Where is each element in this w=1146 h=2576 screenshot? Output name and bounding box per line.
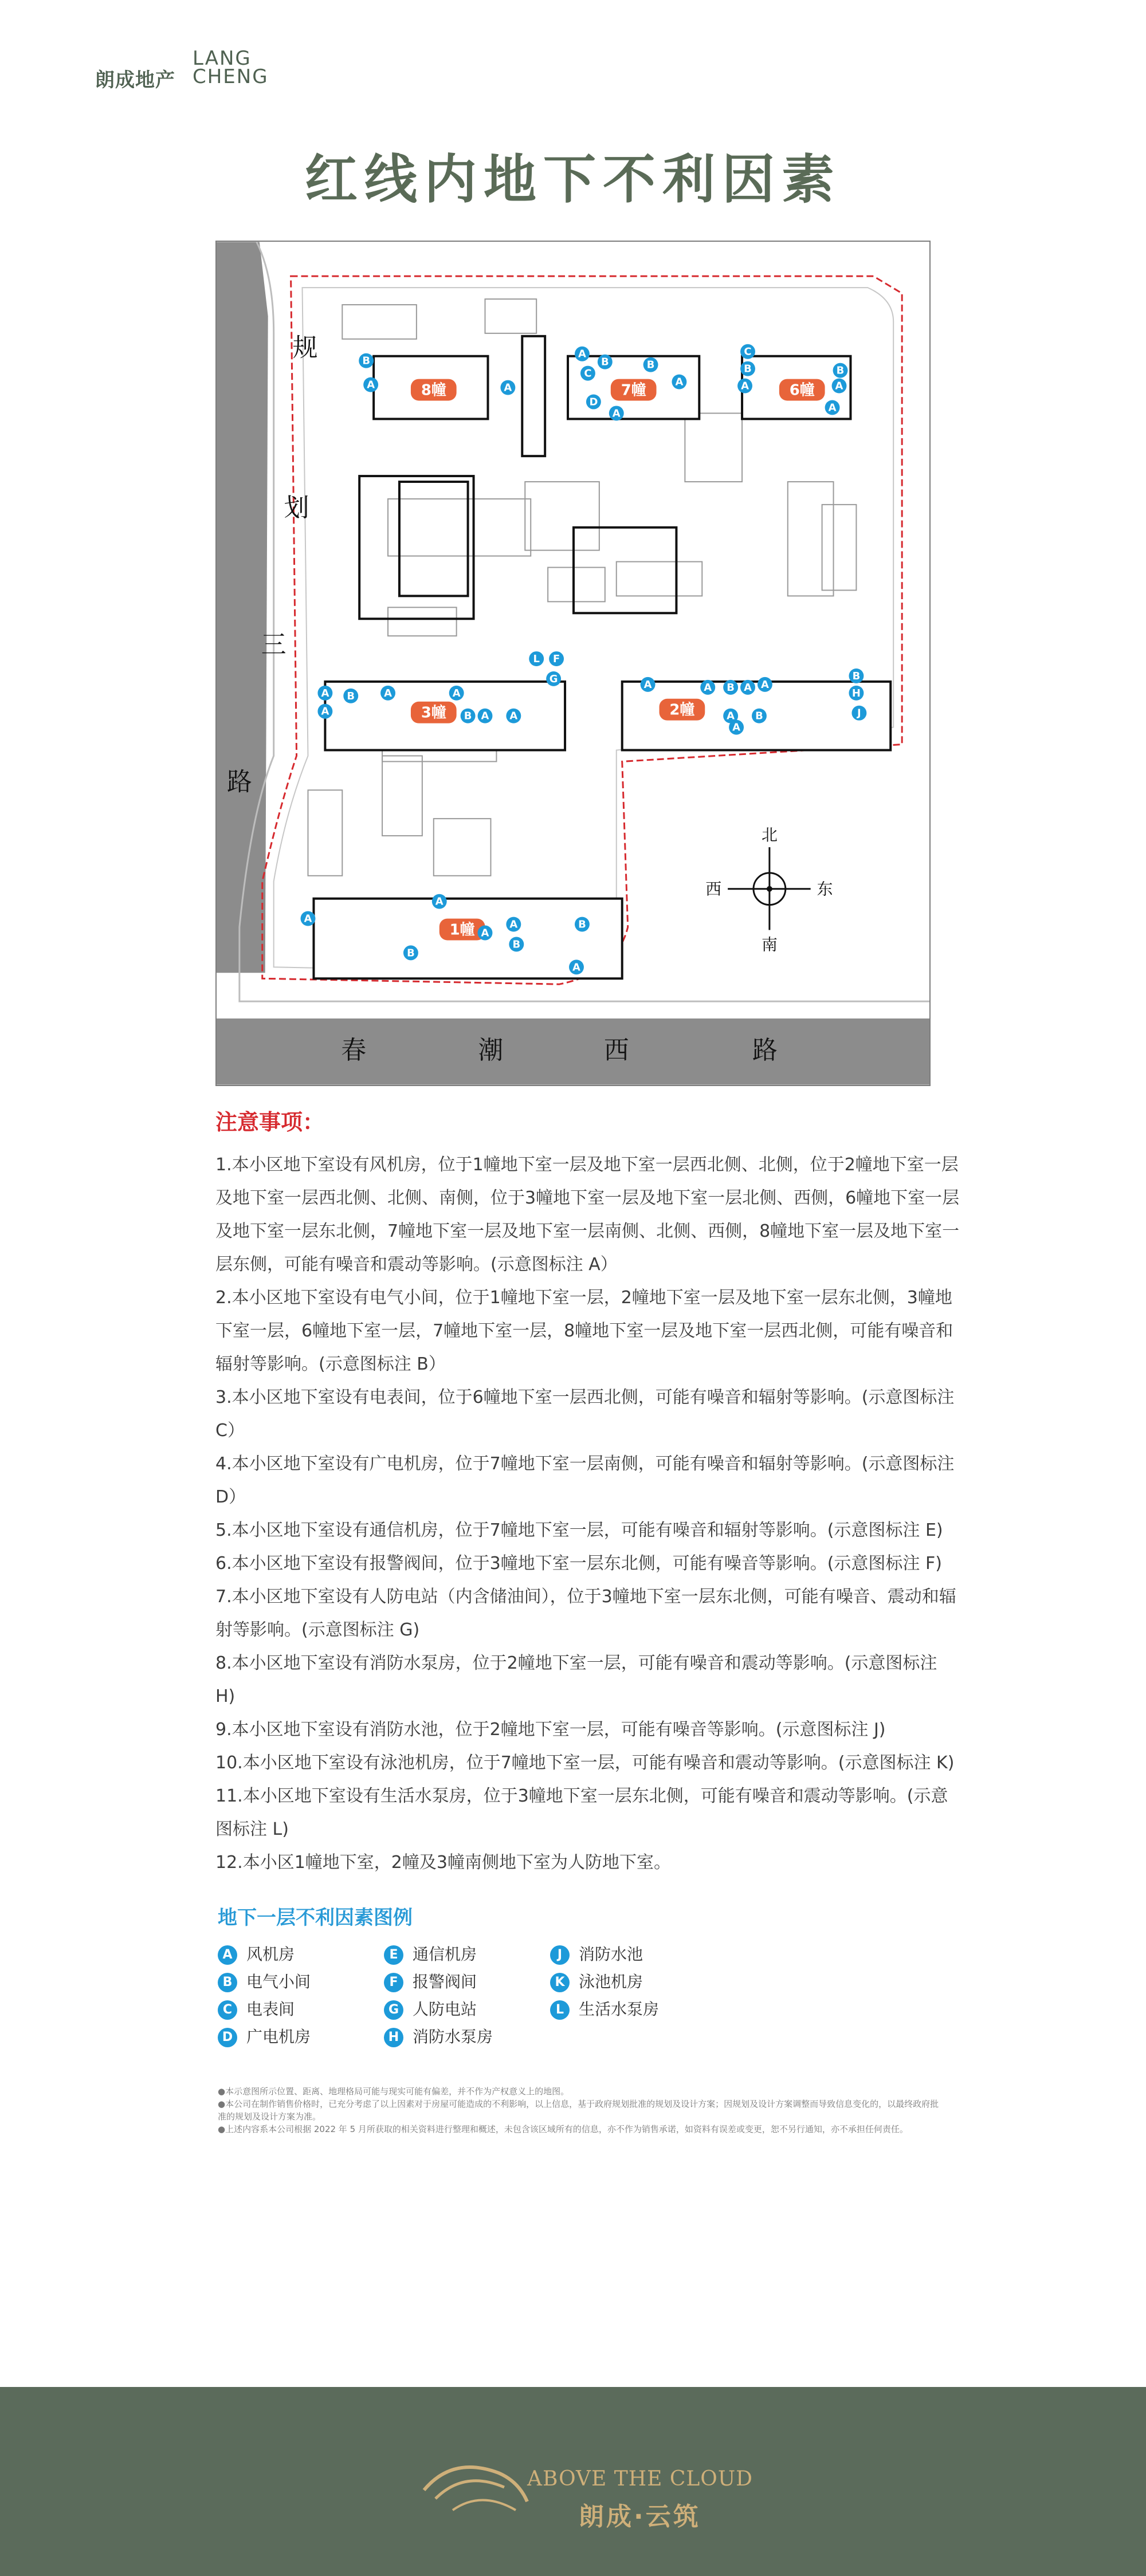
road-left	[217, 242, 268, 973]
legend-item	[550, 1942, 643, 1965]
map-marker-icon	[575, 347, 590, 361]
svg-text:A: A	[504, 382, 512, 394]
svg-text:A: A	[643, 678, 652, 691]
map-marker-icon	[740, 344, 755, 359]
legend-label: 通信机房	[413, 1945, 477, 1964]
svg-text:L: L	[533, 653, 540, 666]
legend-marker-icon: E	[384, 1945, 403, 1965]
road-left-char-4: 路	[226, 767, 252, 797]
legend-marker-icon: H	[384, 2028, 403, 2047]
compass-west: 西	[705, 879, 722, 899]
building-label-3: 3幢	[421, 704, 446, 722]
svg-text:B: B	[512, 938, 521, 951]
legend-label: 生活水泵房	[579, 2000, 660, 2019]
svg-text:B: B	[347, 690, 355, 702]
road-bottom-char-1: 春	[341, 1035, 367, 1065]
svg-text:B: B	[464, 710, 472, 722]
svg-text:A: A	[578, 348, 586, 360]
map-marker-icon	[546, 671, 561, 686]
road-bottom-char-2: 潮	[478, 1035, 504, 1065]
map-marker-icon	[317, 686, 332, 701]
road-bottom-char-3: 西	[603, 1035, 629, 1065]
note-item: 9.本小区地下室设有消防水池，位于2幢地下室一层，可能有噪音等影响。(示意图标注 J)	[215, 1720, 886, 1740]
map-marker-icon	[609, 406, 624, 420]
map-marker-icon	[729, 720, 744, 735]
compass-south: 南	[761, 935, 778, 954]
road-left-char-1: 规	[292, 333, 318, 363]
legend-item	[384, 2024, 493, 2047]
map-marker-icon	[598, 355, 613, 369]
legend-marker-icon: G	[384, 2000, 403, 2020]
map-marker-icon	[380, 686, 395, 701]
road-left-char-2: 划	[284, 493, 309, 522]
svg-text:B: B	[601, 356, 609, 368]
note-item: 2.本小区地下室设有电气小间，位于1幢地下室一层，2幢地下室一层及地下室一层东北侧，3幢地下室一层，6幢地下室一层，7幢地下室一层，8幢地下室一层及地下室一层西北侧，可能有噪音和辐射等影响。(示意图标注 B）	[215, 1288, 953, 1374]
svg-text:D: D	[589, 396, 598, 408]
road-bottom-char-4: 路	[752, 1035, 778, 1065]
disclaimer-line: ●上述内容系本公司根据 2022 年 5 月所获取的相关资料进行整理和概述，未包含该区域所有的信息，亦不作为销售承诺，如资料有误差或变更，恕不另行通知，亦不承担任何责任。	[218, 2124, 908, 2134]
cloud-logo-icon	[418, 2456, 533, 2519]
legend-label: 人防电站	[413, 2000, 477, 2019]
svg-text:H: H	[851, 687, 861, 699]
map-marker-icon	[851, 706, 866, 721]
legend-item	[550, 1997, 659, 2020]
svg-text:J: J	[857, 707, 861, 719]
svg-text:B: B	[362, 355, 371, 367]
note-item: 6.本小区地下室设有报警阀间，位于3幢地下室一层东北侧，可能有噪音等影响。(示意图标注 F)	[215, 1554, 942, 1574]
legend-title: 地下一层不利因素图例	[218, 1906, 413, 1929]
disclaimer	[218, 2085, 945, 2135]
svg-text:B: B	[755, 710, 763, 722]
map-marker-icon	[672, 375, 686, 390]
map-marker-icon	[529, 651, 544, 666]
svg-text:A: A	[828, 402, 837, 414]
map-marker-icon	[586, 395, 601, 410]
svg-text:F: F	[552, 653, 560, 666]
disclaimer-line: ●本公司在制作销售价格时，已充分考虑了以上因素对于房屋可能造成的不利影响，以上信息，基于政府规划批准的规划及设计方案；因规划及设计方案调整而导致信息变化的，以最终政府批准的规划及设计方案为准。	[218, 2099, 939, 2122]
svg-text:A: A	[321, 705, 329, 718]
building-label-8: 8幢	[421, 382, 446, 399]
map-marker-icon	[700, 680, 715, 695]
map-marker-icon	[575, 917, 590, 932]
legend-marker-icon: J	[550, 1945, 570, 1965]
legend-label: 风机房	[246, 1945, 295, 1964]
legend-marker-icon: F	[384, 1973, 403, 1992]
legend-item	[218, 1942, 295, 1965]
svg-text:A: A	[727, 710, 735, 722]
legend-item	[550, 1969, 643, 1992]
building-label-6: 6幢	[789, 382, 815, 399]
svg-text:A: A	[435, 895, 444, 908]
logo-en-line1: LANG	[193, 47, 252, 70]
svg-text:A: A	[509, 710, 518, 722]
map-marker-icon	[432, 894, 447, 909]
legend-marker-icon: D	[218, 2028, 237, 2047]
legend-label: 报警阀间	[413, 1972, 477, 1991]
map-marker-icon	[832, 379, 847, 394]
map-marker-icon	[825, 400, 840, 415]
svg-text:A: A	[321, 687, 329, 699]
footer-slogan: ABOVE THE CLOUD	[527, 2467, 753, 2491]
svg-text:A: A	[612, 407, 621, 420]
note-item: 1.本小区地下室设有风机房，位于1幢地下室一层及地下室一层西北侧、北侧，位于2幢地下室一层及地下室一层西北侧、北侧、南侧，位于3幢地下室一层及地下室一层北侧、西侧，6幢地下室一层及地下室一层东北侧，7幢地下室一层及地下室一层南侧、北侧、西侧，8幢地下室一层及地下室一层东侧，可能有噪音和震动等影响。(示意图标注 A）	[215, 1155, 960, 1275]
note-item: 7.本小区地下室设有人防电站（内含储油间），位于3幢地下室一层东北侧，可能有噪音、震动和辐射等影响。(示意图标注 G)	[215, 1587, 956, 1640]
svg-text:B: B	[836, 364, 845, 377]
svg-text:B: B	[578, 918, 586, 931]
svg-text:C: C	[744, 345, 752, 358]
page-title: 红线内地下不利因素	[304, 149, 841, 210]
map-marker-icon	[833, 363, 848, 378]
road-bottom	[217, 1018, 929, 1085]
compass-east: 东	[817, 879, 833, 899]
legend-label: 电表间	[246, 2000, 295, 2019]
note-item: 11.本小区地下室设有生活水泵房，位于3幢地下室一层东北侧，可能有噪音和震动等影响。(示意图标注 L)	[215, 1786, 948, 1839]
svg-text:A: A	[744, 681, 752, 694]
map-marker-icon	[500, 380, 515, 395]
map-marker-icon	[737, 379, 752, 394]
note-item: 8.本小区地下室设有消防水泵房，位于2幢地下室一层，可能有噪音和震动等影响。(示意图标注 H)	[215, 1653, 937, 1706]
svg-text:G: G	[549, 672, 558, 685]
map-marker-icon	[301, 911, 316, 926]
building-label-2: 2幢	[669, 701, 695, 719]
map-marker-icon	[569, 959, 584, 974]
legend-marker-icon: C	[218, 2000, 237, 2020]
svg-text:A: A	[367, 379, 375, 391]
legend-label: 泳池机房	[579, 1972, 643, 1991]
svg-text:B: B	[646, 359, 655, 371]
map-marker-icon	[317, 704, 332, 719]
map-marker-icon	[549, 651, 564, 666]
svg-text:A: A	[572, 961, 580, 974]
legend-item	[384, 1942, 477, 1965]
svg-text:A: A	[384, 687, 392, 699]
map-marker-icon	[509, 937, 524, 951]
legend-marker-icon: L	[550, 2000, 570, 2020]
svg-text:A: A	[835, 380, 843, 392]
road-left-char-3: 三	[261, 630, 286, 660]
map-marker-icon	[478, 926, 493, 941]
map-marker-icon	[403, 945, 418, 960]
map-marker-icon	[506, 917, 521, 932]
svg-text:B: B	[407, 947, 415, 959]
logo-en-line2: CHENG	[193, 65, 269, 88]
notes-section	[215, 1104, 960, 1879]
svg-text:A: A	[741, 380, 749, 392]
note-item: 4.本小区地下室设有广电机房，位于7幢地下室一层南侧，可能有噪音和辐射等影响。(示意图标注 D）	[215, 1454, 955, 1507]
map-marker-icon	[641, 677, 656, 692]
notes-heading: 注意事项：	[215, 1110, 325, 1135]
svg-text:A: A	[481, 710, 489, 722]
map-marker-icon	[461, 709, 476, 723]
building-label-7: 7幢	[621, 382, 646, 399]
legend-item	[384, 1997, 477, 2020]
svg-text:A: A	[760, 678, 769, 691]
logo-cn: 朗成地产	[95, 69, 175, 92]
building-label-1: 1幢	[449, 921, 475, 939]
legend-label: 广电机房	[246, 2027, 311, 2046]
map-marker-icon	[723, 680, 738, 695]
legend-item	[218, 1997, 295, 2020]
svg-text:A: A	[481, 927, 489, 939]
legend-item	[218, 2024, 311, 2047]
legend-label: 消防水泵房	[413, 2027, 493, 2046]
map-marker-icon	[849, 686, 864, 701]
note-item: 3.本小区地下室设有电表间，位于6幢地下室一层西北侧，可能有噪音和辐射等影响。(示意图标注 C）	[215, 1387, 955, 1441]
legend-label: 电气小间	[246, 1972, 311, 1991]
legend-marker-icon: B	[218, 1973, 237, 1992]
map-marker-icon	[740, 680, 755, 695]
map-marker-icon	[343, 689, 358, 703]
legend-marker-icon: K	[550, 1973, 570, 1992]
svg-text:A: A	[732, 721, 741, 734]
map-marker-icon	[643, 357, 658, 372]
note-item: 5.本小区地下室设有通信机房，位于7幢地下室一层，可能有噪音和辐射等影响。(示意图标注 E)	[215, 1520, 943, 1540]
disclaimer-line: ●本示意图所示位置、距离、地理格局可能与现实可能有偏差，并不作为产权意义上的地图。	[218, 2086, 570, 2097]
compass-north: 北	[761, 825, 778, 845]
svg-text:A: A	[675, 376, 684, 388]
footer	[0, 2387, 1146, 2576]
svg-text:A: A	[704, 681, 712, 694]
svg-text:B: B	[744, 363, 752, 375]
map-marker-icon	[363, 377, 378, 392]
svg-text:A: A	[509, 918, 518, 931]
brand-logo	[95, 47, 269, 92]
note-item: 10.本小区地下室设有泳池机房，位于7幢地下室一层，可能有噪音和震动等影响。(示意图标注 K)	[215, 1753, 955, 1773]
footer-project-name: 朗成·云筑	[579, 2502, 701, 2531]
svg-text:C: C	[584, 367, 592, 380]
note-item: 12.本小区1幢地下室，2幢及3幢南侧地下室为人防地下室。	[215, 1853, 671, 1873]
map-marker-icon	[478, 709, 493, 723]
map-marker-icon	[740, 361, 755, 376]
svg-text:B: B	[852, 670, 861, 682]
svg-text:B: B	[727, 681, 735, 694]
site-plan	[215, 241, 931, 1086]
svg-text:A: A	[452, 687, 461, 699]
map-marker-icon	[752, 709, 767, 723]
map-marker-icon	[506, 709, 521, 723]
map-marker-icon	[449, 686, 464, 701]
legend-marker-icon: A	[218, 1945, 237, 1965]
map-marker-icon	[359, 353, 374, 368]
svg-text:A: A	[304, 913, 312, 925]
legend-item	[218, 1969, 311, 1992]
legend-label: 消防水池	[579, 1945, 643, 1964]
map-marker-icon	[849, 668, 864, 683]
map-marker-icon	[758, 677, 772, 692]
legend-item	[384, 1969, 477, 1992]
map-marker-icon	[580, 366, 595, 381]
